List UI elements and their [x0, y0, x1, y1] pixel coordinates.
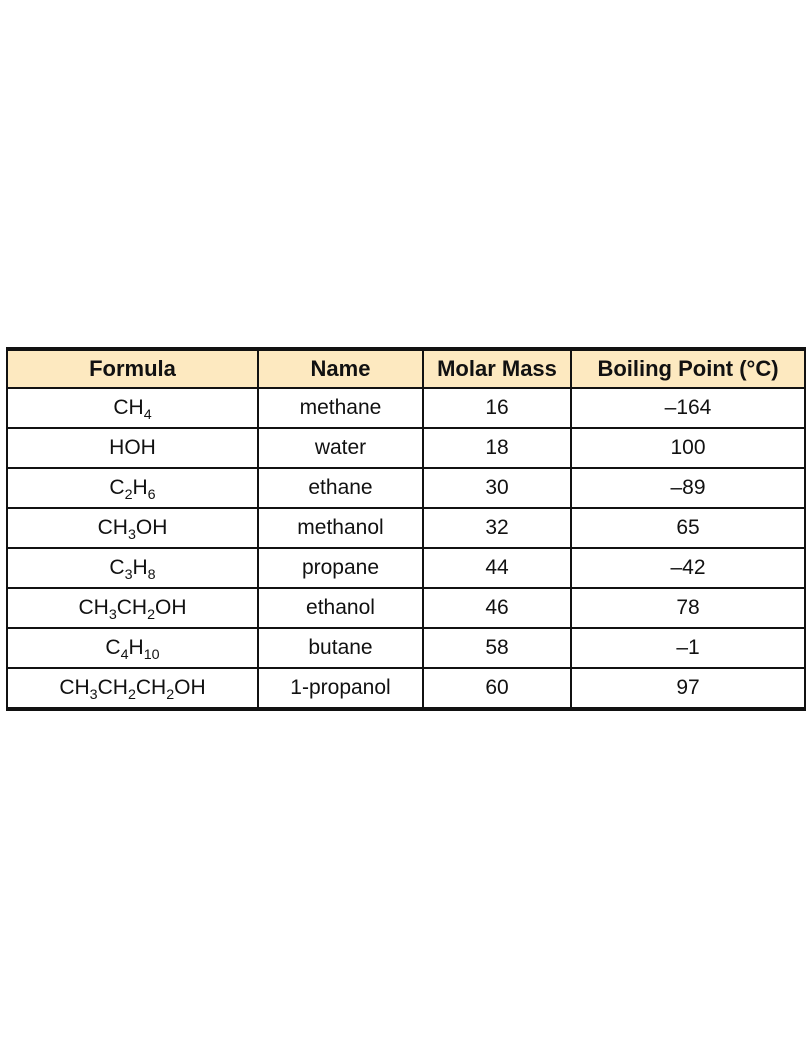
header-boiling-point: Boiling Point (°C)	[571, 349, 805, 388]
cell-boiling-point: –89	[571, 468, 805, 508]
cell-formula: $CH_4$	[7, 388, 258, 428]
cell-molar-mass: 46	[423, 588, 571, 628]
cell-name: ethane	[258, 468, 423, 508]
table-row	[7, 468, 805, 508]
header-name: Name	[258, 349, 423, 388]
cell-name: water	[258, 428, 423, 468]
cell-name: butane	[258, 628, 423, 668]
cell-formula: $CH_3CH_2CH_2OH$	[7, 668, 258, 709]
cell-molar-mass: 60	[423, 668, 571, 709]
cell-formula: HOH	[7, 428, 258, 468]
cell-name: propane	[258, 548, 423, 588]
table-header-row	[7, 349, 805, 388]
cell-boiling-point: –42	[571, 548, 805, 588]
cell-formula: $C_4H_{10}$	[7, 628, 258, 668]
cell-formula: $CH_3CH_2OH$	[7, 588, 258, 628]
table-row	[7, 588, 805, 628]
cell-formula: $C_2H_6$	[7, 468, 258, 508]
table-row	[7, 428, 805, 468]
cell-name: methanol	[258, 508, 423, 548]
table-row	[7, 668, 805, 709]
cell-boiling-point: 100	[571, 428, 805, 468]
cell-boiling-point: 97	[571, 668, 805, 709]
table-body	[7, 388, 805, 709]
cell-molar-mass: 32	[423, 508, 571, 548]
cell-boiling-point: –164	[571, 388, 805, 428]
table-row	[7, 628, 805, 668]
compound-table-container	[6, 347, 804, 711]
cell-name: ethanol	[258, 588, 423, 628]
table-row	[7, 548, 805, 588]
cell-molar-mass: 18	[423, 428, 571, 468]
header-molar-mass: Molar Mass	[423, 349, 571, 388]
table-row	[7, 508, 805, 548]
cell-name: methane	[258, 388, 423, 428]
cell-formula: $CH_3OH$	[7, 508, 258, 548]
cell-formula: $C_3H_8$	[7, 548, 258, 588]
cell-molar-mass: 58	[423, 628, 571, 668]
cell-boiling-point: 78	[571, 588, 805, 628]
header-formula: Formula	[7, 349, 258, 388]
cell-molar-mass: 16	[423, 388, 571, 428]
cell-molar-mass: 44	[423, 548, 571, 588]
cell-name: 1-propanol	[258, 668, 423, 709]
cell-boiling-point: –1	[571, 628, 805, 668]
table-row	[7, 388, 805, 428]
cell-molar-mass: 30	[423, 468, 571, 508]
compound-table	[6, 347, 806, 711]
cell-boiling-point: 65	[571, 508, 805, 548]
